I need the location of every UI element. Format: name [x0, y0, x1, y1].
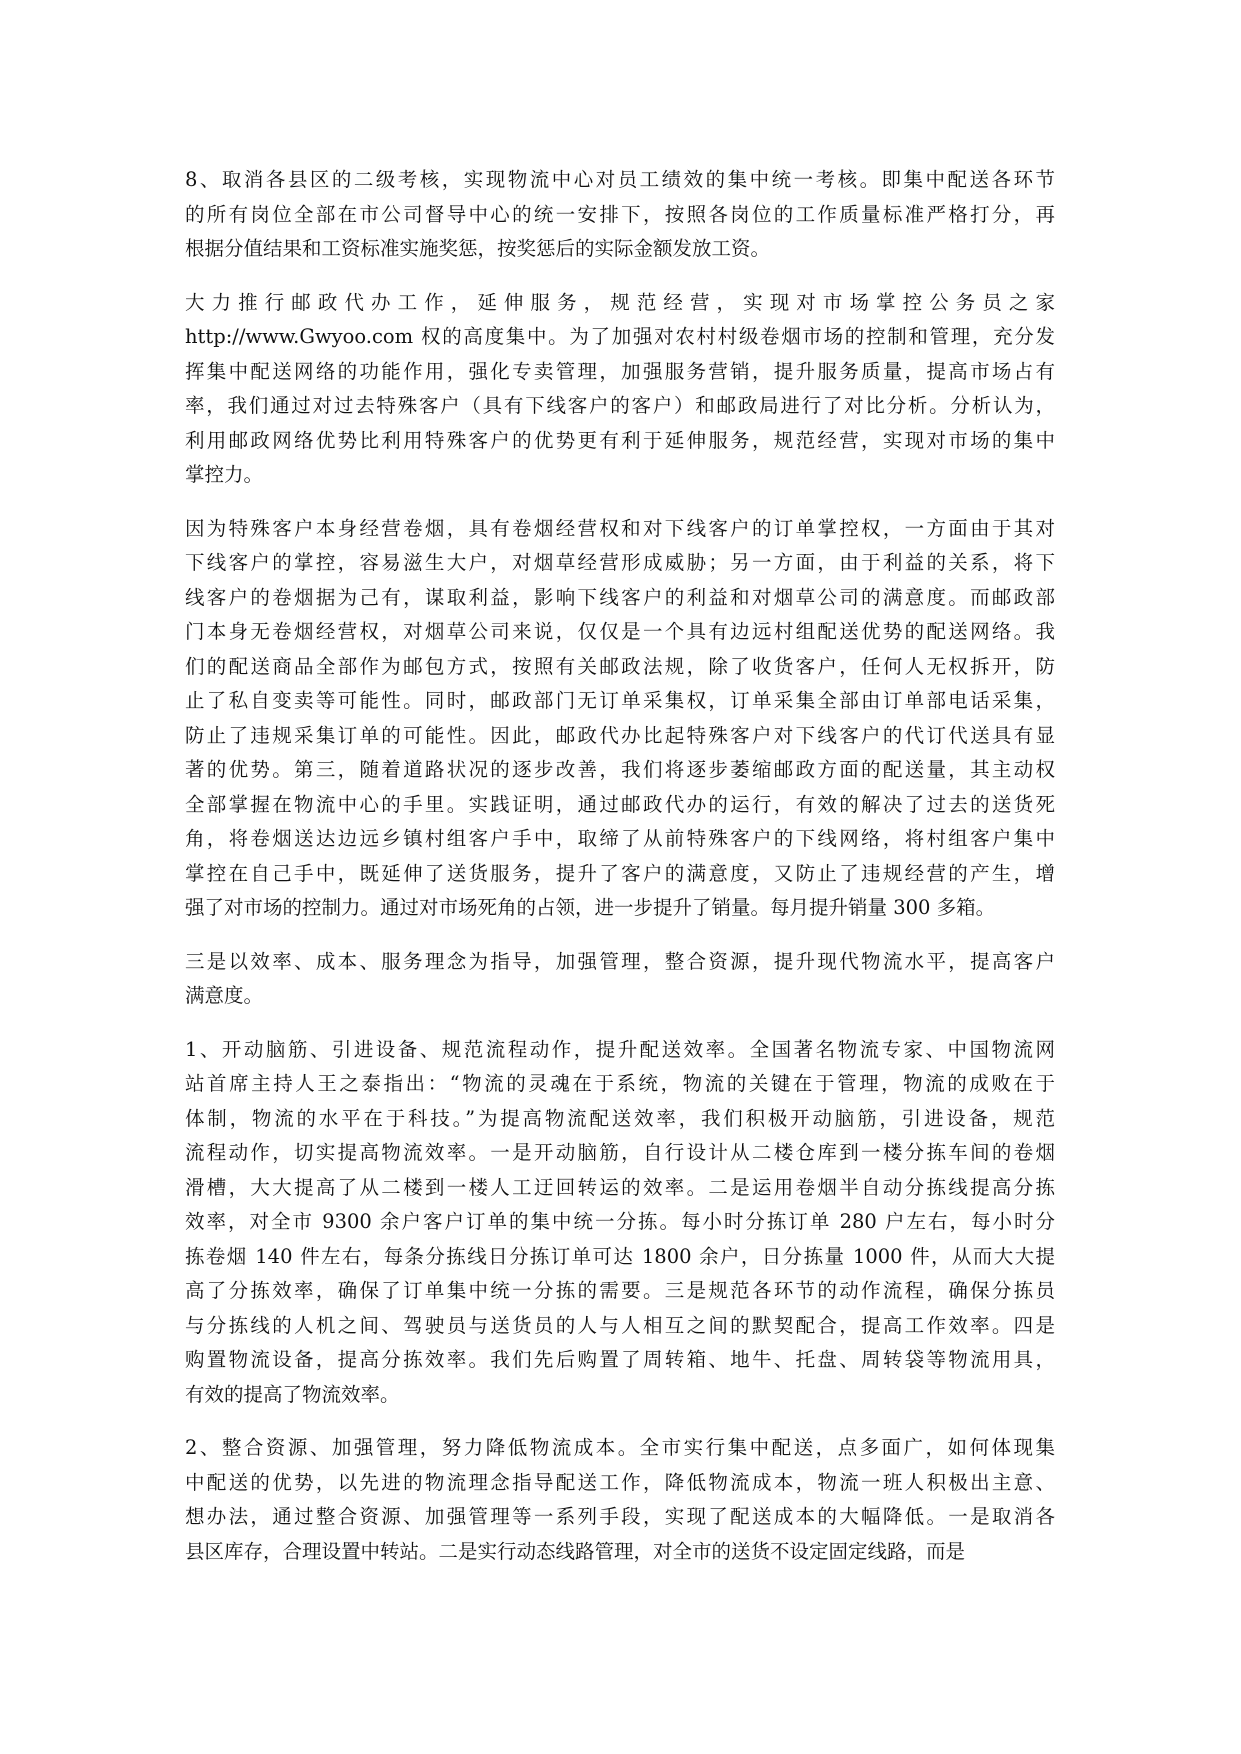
text-line: 站首席主持人王之泰指出：“物流的灵魂在于系统，物流的关键在于管理，物流的成败在于	[185, 1072, 1055, 1095]
text-line: 强了对市场的控制力。通过对市场死角的占领，进一步提升了销量。每月提升销量 300 多箱。	[185, 896, 996, 919]
text-line: 8、取消各县区的二级考核，实现物流中心对员工绩效的集中统一考核。即集中配送各环节	[185, 168, 1055, 191]
text-line: 有效的提高了物流效率。	[185, 1382, 400, 1406]
paragraph	[185, 512, 1055, 926]
text-line: 中配送的优势，以先进的物流理念指导配送工作，降低物流成本，物流一班人积极出主意、	[185, 1470, 1055, 1494]
text-line: 率，我们通过对过去特殊客户（具有下线客户的客户）和邮政局进行了对比分析。分析认为，	[185, 394, 1055, 417]
paragraph	[185, 286, 1055, 493]
text-line: 的所有岗位全部在市公司督导中心的统一安排下，按照各岗位的工作质量标准严格打分，再	[185, 202, 1055, 226]
text-line: 利用邮政网络优势比利用特殊客户的优势更有利于延伸服务，规范经营，实现对市场的集中	[185, 428, 1055, 452]
text-line: 角，将卷烟送达边远乡镇村组客户手中，取缔了从前特殊客户的下线网络，将村组客户集中	[185, 827, 1055, 850]
text-line: 滑槽，大大提高了从二楼到一楼人工迂回转运的效率。二是运用卷烟半自动分拣线提高分拣	[185, 1175, 1055, 1199]
text-line: 与分拣线的人机之间、驾驶员与送货员的人与人相互之间的默契配合，提高工作效率。四是	[185, 1313, 1055, 1337]
text-line: 因为特殊客户本身经营卷烟，具有卷烟经营权和对下线客户的订单掌控权，一方面由于其对	[185, 516, 1055, 540]
text-line: 大力推行邮政代办工作，延伸服务，规范经营，实现对市场掌控公务员之家	[185, 290, 1055, 314]
text-line: 购置物流设备，提高分拣效率。我们先后购置了周转箱、地牛、托盘、周转袋等物流用具，	[185, 1348, 1055, 1371]
text-line: 县区库存，合理设置中转站。二是实行动态线路管理，对全市的送货不设定固定线路，而是	[185, 1539, 966, 1563]
text-line: 1、开动脑筋、引进设备、规范流程动作，提升配送效率。全国著名物流专家、中国物流网	[185, 1037, 1055, 1061]
text-line: 线客户的卷烟据为己有，谋取利益，影响下线客户的利益和对烟草公司的满意度。而邮政部	[185, 585, 1055, 609]
text-line: 们的配送商品全部作为邮包方式，按照有关邮政法规，除了收货客户，任何人无权拆开，防	[185, 654, 1055, 678]
text-line: 掌控在自己手中，既延伸了送货服务，提升了客户的满意度，又防止了违规经营的产生，增	[185, 861, 1055, 885]
text-line: 著的优势。第三，随着道路状况的逐步改善，我们将逐步萎缩邮政方面的配送量，其主动权	[185, 758, 1055, 781]
text-line: 下线客户的掌控，容易滋生大户，对烟草经营形成威胁；另一方面，由于利益的关系，将下	[185, 551, 1055, 574]
text-line: 三是以效率、成本、服务理念为指导，加强管理，整合资源，提升现代物流水平，提高客户	[185, 949, 1055, 973]
text-line: 效率，对全市 9300 余户客户订单的集中统一分拣。每小时分拣订单 280 户左右，每小时分	[185, 1210, 1055, 1233]
paragraph	[185, 945, 1055, 1014]
text-line: 门本身无卷烟经营权，对烟草公司来说，仅仅是一个具有边远村组配送优势的配送网络。我	[185, 620, 1055, 643]
text-line: 止了私自变卖等可能性。同时，邮政部门无订单采集权，订单采集全部由订单部电话采集，	[185, 689, 1055, 712]
text-line: http://www.Gwyoo.com 权的高度集中。为了加强对农村村级卷烟市场的控制和管理，充分发	[185, 325, 1055, 348]
text-line: 高了分拣效率，确保了订单集中统一分拣的需要。三是规范各环节的动作流程，确保分拣员	[185, 1279, 1055, 1302]
text-line: 2、整合资源、加强管理，努力降低物流成本。全市实行集中配送，点多面广，如何体现集	[185, 1436, 1055, 1459]
text-line: 掌控力。	[185, 463, 264, 486]
text-line: 体制，物流的水平在于科技。”为提高物流配送效率，我们积极开动脑筋，引进设备，规范	[185, 1106, 1055, 1130]
text-line: 想办法，通过整合资源、加强管理等一系列手段，实现了配送成本的大幅降低。一是取消各	[185, 1505, 1055, 1528]
text-line: 全部掌握在物流中心的手里。实践证明，通过邮政代办的运行，有效的解决了过去的送货死	[185, 792, 1055, 816]
paragraph	[185, 163, 1055, 267]
paragraph	[185, 1431, 1055, 1569]
text-line: 满意度。	[185, 984, 264, 1007]
text-line: 挥集中配送网络的功能作用，强化专卖管理，加强服务营销，提升服务质量，提高市场占有	[185, 359, 1055, 383]
text-line: 拣卷烟 140 件左右，每条分拣线日分拣订单可达 1800 余户，日分拣量 1000 件，从而大大提	[185, 1244, 1055, 1268]
paragraph	[185, 1033, 1055, 1413]
text-line: 根据分值结果和工资标准实施奖惩，按奖惩后的实际金额发放工资。	[185, 237, 771, 260]
document-body	[185, 163, 1055, 1588]
text-line: 流程动作，切实提高物流效率。一是开动脑筋，自行设计从二楼仓库到一楼分拣车间的卷烟	[185, 1141, 1055, 1164]
text-line: 防止了违规采集订单的可能性。因此，邮政代办比起特殊客户对下线客户的代订代送具有显	[185, 723, 1055, 747]
